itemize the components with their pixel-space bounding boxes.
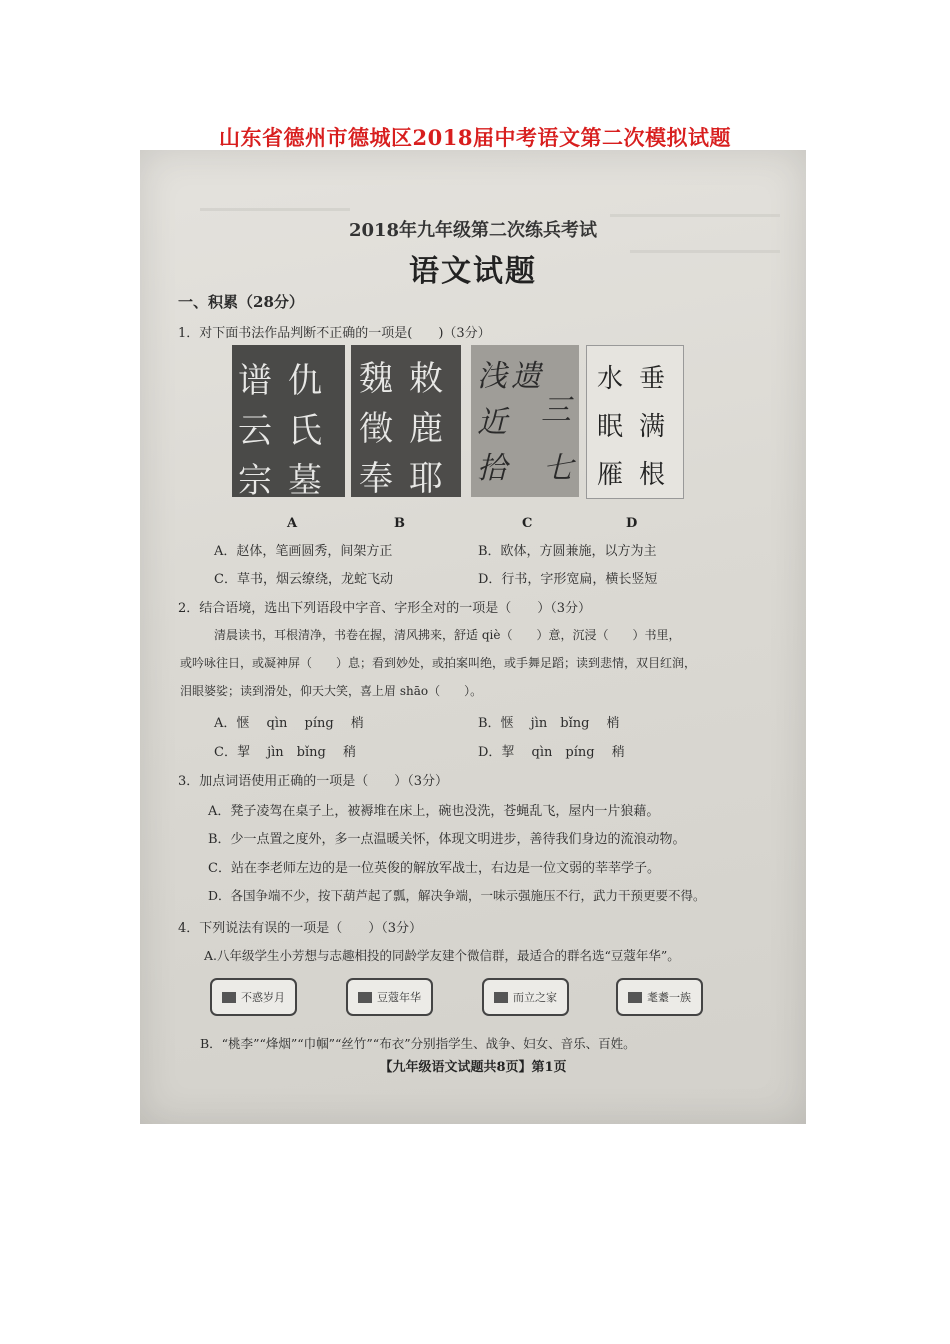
calligraphy-glyph: 七 — [543, 451, 573, 486]
q2-passage-line: 清晨读书，耳根清净，书卷在握，清风拂来，舒适 qiè（ ）意，沉浸（ ）书里， — [214, 628, 681, 642]
q3-option-d: D．各国争端不少，按下葫芦起了瓢，解决争端，一味示强施压不行，武力干预更要不得。 — [208, 888, 706, 903]
badge-label: 而立之家 — [513, 991, 557, 1004]
group-name-badge — [346, 978, 433, 1016]
calligraphy-glyph: 墓 — [288, 461, 322, 501]
calligraphy-glyph: 近 — [477, 405, 507, 440]
exam-paper-photo — [140, 150, 806, 1124]
calligraphy-glyph: 奉 — [359, 459, 393, 499]
calligraphy-glyph: 浅 — [477, 359, 507, 394]
q2-option-b: B．惬 jìn bǐng 梢 — [478, 716, 620, 731]
chat-icon — [358, 992, 372, 1003]
q2-option-d: D．挈 qìn píng 稍 — [478, 745, 625, 760]
image-label-b: B — [394, 516, 405, 531]
calligraphy-glyph: 耶 — [409, 459, 443, 499]
q4-option-a: A.八年级学生小芳想与志趣相投的同龄学友建个微信群，最适合的群名选“豆蔻年华”。 — [204, 948, 680, 963]
calligraphy-glyph: 魏 — [359, 359, 393, 399]
calligraphy-glyph: 水 — [597, 364, 624, 394]
q2-passage-line: 或吟咏往日，或凝神屏（ ）息；看到妙处，或拍案叫绝，或手舞足蹈；读到悲情，双目红润， — [180, 656, 697, 670]
section-heading: 一、积累（28分） — [178, 293, 304, 311]
calligraphy-glyph: 谱 — [238, 361, 272, 401]
calligraphy-glyph: 拾 — [477, 451, 507, 486]
calligraphy-glyph: 满 — [639, 412, 666, 442]
group-name-badge — [616, 978, 703, 1016]
calligraphy-glyph: 三 — [541, 393, 571, 428]
q1-option-d: D．行书，字形宽扁，横长竖短 — [478, 572, 658, 587]
q2-stem: 2．结合语境，选出下列语段中字音、字形全对的一项是（ ）（3分） — [178, 601, 592, 616]
q2-option-c: C．挈 jìn bǐng 稍 — [214, 745, 356, 760]
calligraphy-glyph: 氏 — [288, 411, 322, 451]
q2-option-a: A．惬 qìn píng 梢 — [214, 716, 364, 731]
document-title: 山东省德州市德城区2018届中考语文第二次模拟试题 — [219, 125, 731, 150]
calligraphy-glyph: 雁 — [597, 460, 624, 490]
image-label-d: D — [626, 516, 638, 531]
q3-option-a: A．凳子凌驾在桌子上，被褥堆在床上，碗也没洗，苍蝇乱飞，屋内一片狼藉。 — [208, 804, 660, 819]
chat-icon — [494, 992, 508, 1003]
chat-icon — [628, 992, 642, 1003]
chat-icon — [222, 992, 236, 1003]
q3-option-b: B．少一点置之度外，多一点温暖关怀，体现文明进步，善待我们身边的流浪动物。 — [208, 832, 686, 847]
calligraphy-glyph: 敕 — [409, 359, 443, 399]
badge-label: 豆蔻年华 — [377, 991, 421, 1004]
calligraphy-glyph: 眠 — [597, 412, 624, 442]
calligraphy-glyph: 仇 — [288, 361, 322, 401]
q3-stem: 3．加点词语使用正确的一项是（ ）（3分） — [178, 774, 449, 789]
page-footer: 【九年级语文试题共8页】第1页 — [379, 1060, 567, 1075]
q1-option-a: A．赵体，笔画圆秀，间架方正 — [214, 544, 393, 559]
calligraphy-glyph: 鹿 — [409, 409, 443, 449]
calligraphy-glyph: 根 — [639, 460, 666, 490]
q3-option-c: C．站在李老师左边的是一位英俊的解放军战士，右边是一位文弱的莘莘学子。 — [208, 861, 660, 876]
q1-option-c: C．草书，烟云缭绕，龙蛇飞动 — [214, 572, 393, 587]
calligraphy-glyph: 徵 — [359, 409, 393, 449]
calligraphy-image-b — [351, 345, 461, 497]
calligraphy-glyph: 云 — [238, 411, 272, 451]
calligraphy-glyph: 宗 — [238, 461, 272, 501]
badge-label: 耄耋一族 — [647, 991, 691, 1004]
calligraphy-glyph: 垂 — [639, 364, 666, 394]
calligraphy-image-a — [232, 345, 345, 501]
exam-title: 2018年九年级第二次练兵考试 — [348, 220, 598, 241]
calligraphy-glyph: 遗 — [511, 359, 541, 394]
group-name-badge — [210, 978, 297, 1016]
subject-title: 语文试题 — [409, 254, 537, 289]
q1-option-b: B．欧体，方圆兼施，以方为主 — [478, 544, 657, 559]
badge-label: 不惑岁月 — [241, 991, 285, 1004]
bleed-through-line — [200, 208, 350, 211]
image-label-c: C — [522, 516, 533, 531]
calligraphy-image-c — [471, 345, 579, 497]
q4-stem: 4．下列说法有误的一项是（ ）（3分） — [178, 921, 423, 936]
calligraphy-image-d — [586, 345, 684, 499]
image-label-a: A — [287, 516, 298, 531]
q4-option-b: B．“桃李”“烽烟”“巾帼”“丝竹”“布衣”分别指学生、战争、妇女、音乐、百姓。 — [200, 1036, 636, 1051]
group-name-badge — [482, 978, 569, 1016]
q1-stem: 1．对下面书法作品判断不正确的一项是( )（3分） — [178, 326, 491, 341]
q2-passage-line: 泪眼婆娑；读到滑处，仰天大笑，喜上眉 shāo（ ）。 — [180, 684, 483, 698]
